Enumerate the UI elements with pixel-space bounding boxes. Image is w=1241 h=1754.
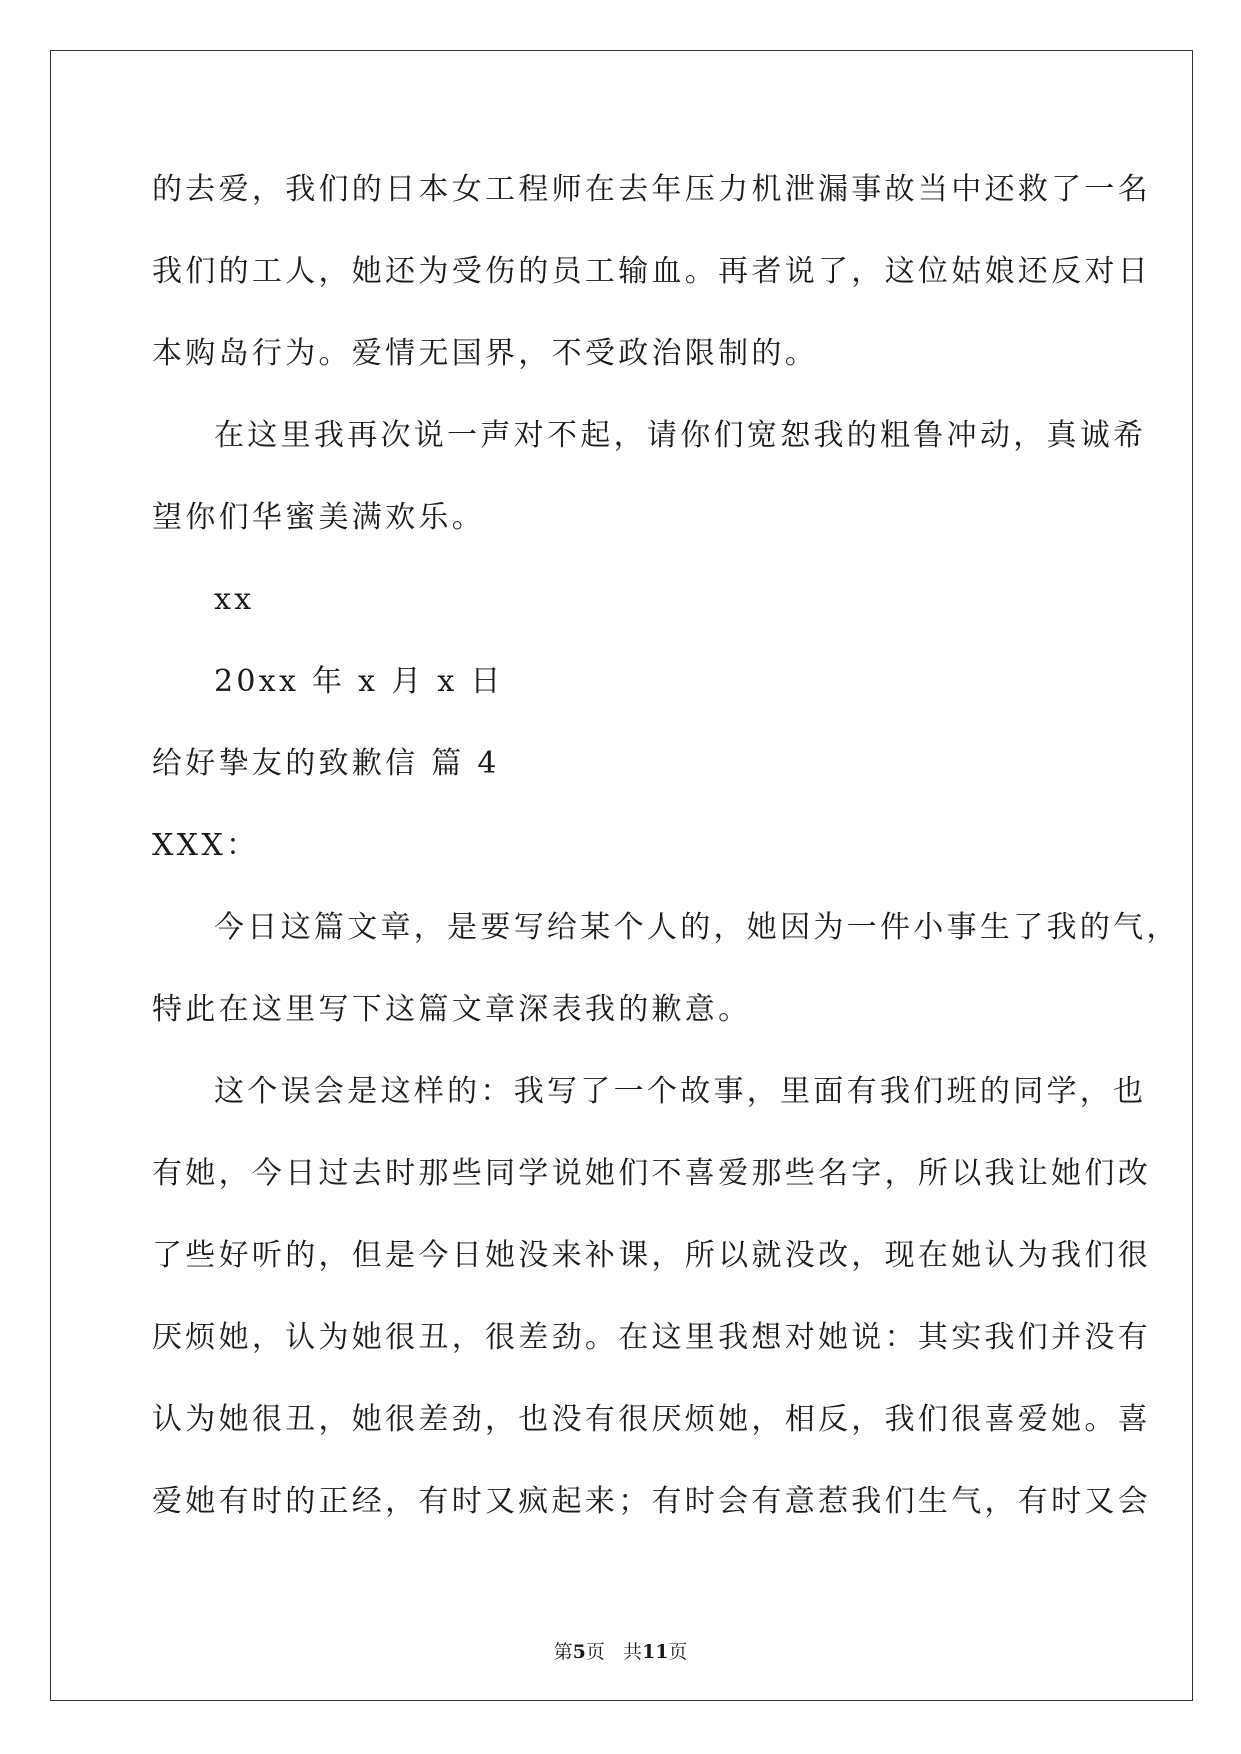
signature: xx [214, 582, 255, 617]
total-pages: 11 [641, 1641, 669, 1663]
body-line: 特此在这里写下这篇文章深表我的歉意。 [152, 992, 752, 1027]
body-line: 望你们华蜜美满欢乐。 [152, 500, 485, 535]
body-line: 我们的工人，她还为受伤的员工输血。再者说了，这位姑娘还反对日 [152, 254, 1151, 289]
body-line: 认为她很丑，她很差劲，也没有很厌烦她，相反，我们很喜爱她。喜 [152, 1402, 1151, 1437]
body-line: 这个误会是这样的：我写了一个故事，里面有我们班的同学，也 [214, 1074, 1147, 1109]
body-line: 有她，今日过去时那些同学说她们不喜爱那些名字，所以我让她们改 [152, 1156, 1151, 1191]
body-line: 的去爱，我们的日本女工程师在去年压力机泄漏事故当中还救了一名 [152, 172, 1151, 207]
body-line: 厌烦她，认为她很丑，很差劲。在这里我想对她说：其实我们并没有 [152, 1320, 1151, 1355]
body-line: 今日这篇文章，是要写给某个人的，她因为一件小事生了我的气， [214, 910, 1180, 945]
footer-page-suffix: 页 [585, 1641, 605, 1663]
section-heading: 给好挚友的致歉信 篇 4 [152, 746, 500, 781]
page-border [50, 50, 1193, 1701]
footer-total-suffix: 页 [668, 1641, 688, 1663]
footer-prefix: 第 [553, 1641, 573, 1663]
body-line: 本购岛行为。爱情无国界，不受政治限制的。 [152, 336, 818, 371]
page-number: 5 [572, 1641, 586, 1663]
salutation: XXX： [152, 828, 260, 863]
body-line: 在这里我再次说一声对不起，请你们宽恕我的粗鲁冲动，真诚希 [214, 418, 1147, 453]
page-footer [0, 1640, 1241, 1664]
footer-total-prefix: 共 [622, 1641, 642, 1663]
date-line: 20xx 年 x 月 x 日 [214, 664, 504, 699]
body-line: 了些好听的，但是今日她没来补课，所以就没改，现在她认为我们很 [152, 1238, 1151, 1273]
body-line: 爱她有时的正经，有时又疯起来；有时会有意惹我们生气，有时又会 [152, 1484, 1151, 1519]
